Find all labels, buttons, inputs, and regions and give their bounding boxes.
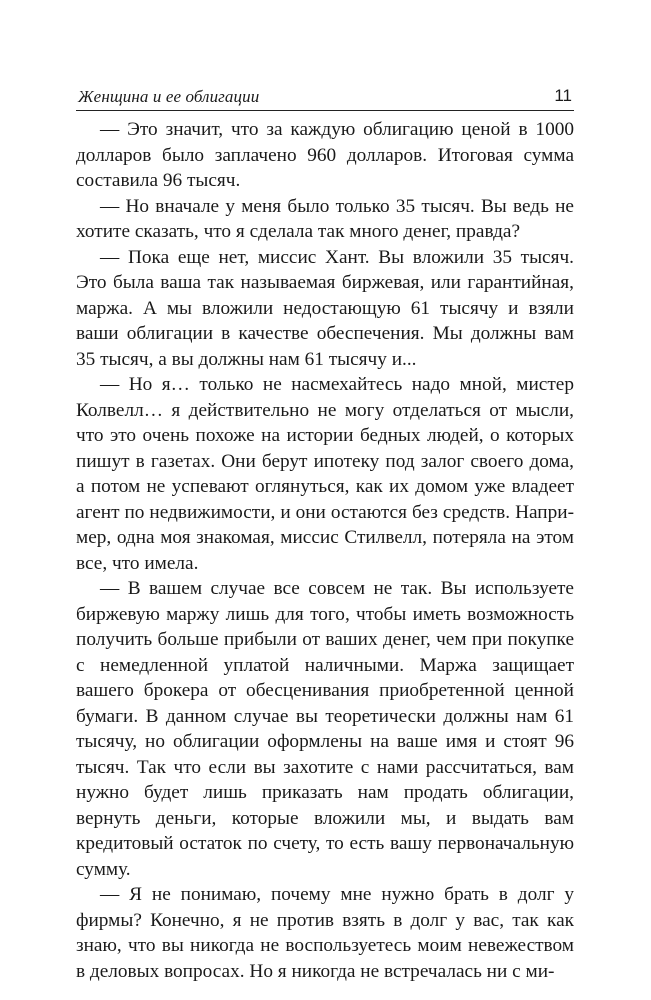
running-header [76,84,574,111]
paragraph-6: — Я не понимаю, почему мне нужно брать в долг у фирмы? Конечно, я не против взять в долг у вас, так как знаю, что вы никогда не воспользуетесь моим невежеством в деловых вопросах. Но я никогда не встречалась ни с ми- [76,884,574,982]
paragraph-3: — Пока еще нет, миссис Хант. Вы вложили 35 тысяч. Это была ваша так называемая биржевая, или гарантийная, маржа. А мы вложили недостающую 61 тысячу и взяли ваши облигации в качестве обеспечения. Мы должны вам 35 тысяч, а вы должны нам 61 тысячу и... [76,246,574,370]
paragraph-4: — Но я… только не насмехайтесь надо мной, мистер Колвелл… я действительно не могу отделаться от мысли, что это очень похоже на истории бедных людей, о которых пишут в газетах. Они берут ипотеку под залог своего дома, а потом не успевают оглянуться, как их домом уже владеет агент по недвижимости, и они остаются без средств. Например, одна моя знакомая, миссис Стилвелл, потеряла на этом все, что имела. [76,374,574,574]
body-text [76,117,574,984]
paragraph-1: — Это значит, что за каждую облигацию ценой в 1000 долларов было заплачено 960 долларов. Итоговая сумма составила 96 тысяч. [76,119,574,191]
page-number: 11 [554,86,572,105]
paragraph-2: — Но вначале у меня было только 35 тысяч. Вы ведь не хотите сказать, что я сделала так много денег, правда? [76,195,574,242]
running-title: Женщина и ее облигации [78,87,260,106]
paragraph-5: — В вашем случае все совсем не так. Вы используете биржевую маржу лишь для того, чтобы иметь возможность получить больше прибыли от ваших денег, чем при покупке с немедленной уплатой наличными. Маржа защищает вашего брокера от обесценивания приобретенной ценной бумаги. В данном случае вы теоретически должны нам 61 тысячу, но облигации оформлены на ваше имя и стоят 96 тысяч. Так что если вы захотите с нами рассчитаться, вам нужно будет лишь приказать нам продать облигации, вернуть деньги, которые вложили мы, и выдать вам кредитовый остаток по счету, то есть вашу первоначальную сумму. [76,578,574,880]
